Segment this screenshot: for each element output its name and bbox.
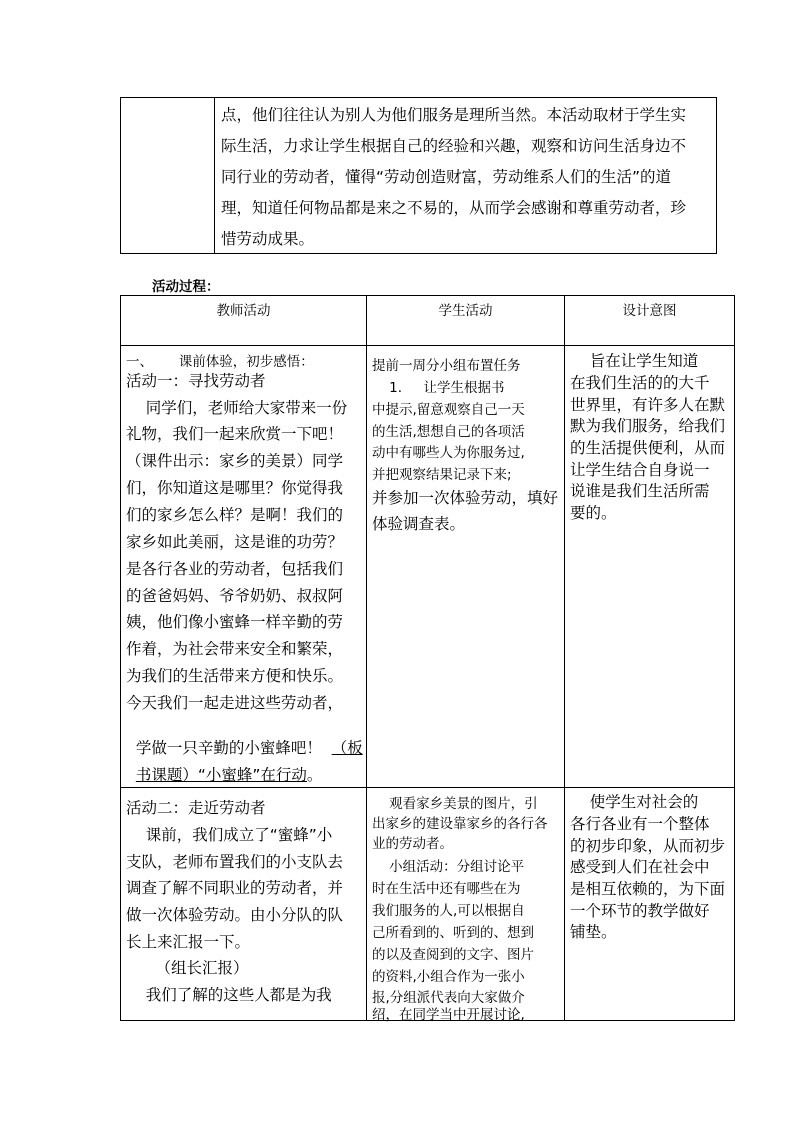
- row1-intent-line: 的生活提供便利，从而: [570, 439, 726, 457]
- row1-intent-line: 让学生结合自身说一: [570, 461, 710, 479]
- row2-intent-line: 铺垫。: [570, 923, 617, 941]
- row1-teacher-line: 们，你知道这是哪里？你觉得我: [126, 479, 344, 497]
- header-design-intent: 设计意图: [622, 303, 677, 319]
- row1-intent-line: 在我们生活的的大千: [570, 374, 710, 392]
- header-teacher-activity: 教师活动: [216, 303, 271, 319]
- table-header-bottom: [120, 345, 735, 346]
- row2-student-line: 我们服务的人,可以根据自: [372, 903, 525, 919]
- row1-teacher-line: 的爸爸妈妈、爷爷奶奶、叔叔阿: [126, 587, 344, 605]
- top-box-line-2: 际生活，力求让学生根据自己的经验和兴趣，观察和访问生活身边不: [221, 137, 687, 155]
- row1-teacher-line: 们的家乡怎么样？是啊！我们的: [126, 506, 344, 524]
- top-box-border-left: [120, 97, 121, 254]
- row1-teacher-end: 。: [306, 766, 323, 784]
- row1-student-line: 动中有哪些人为你服务过,: [372, 445, 525, 461]
- table-border-left: [120, 295, 121, 1021]
- row1-teacher-line: 是各行各业的劳动者，包括我们: [126, 560, 344, 578]
- row2-student-line: 绍，在同学当中开展讨论,: [372, 1007, 525, 1023]
- top-box-border-right: [716, 97, 717, 254]
- row2-teacher-line: 支队，老师布置我们的小支队去: [126, 853, 344, 871]
- row1-student-line: 并参加一次体验劳动，填好: [372, 489, 559, 507]
- row2-intent-line: 感受到人们在社会中: [570, 858, 710, 876]
- row2-intent-line: 的初步印象，从而初步: [570, 837, 726, 855]
- row1-student-line: 1. 让学生根据书: [372, 380, 505, 396]
- row1-intent-line: 旨在让学生知道: [570, 352, 699, 370]
- top-box-line-5: 惜劳动成果。: [221, 230, 315, 248]
- row1-teacher-line: 家乡如此美丽，这是谁的功劳？: [126, 533, 344, 551]
- row2-teacher-line: 课前，我们成立了“蜜蜂”小: [126, 826, 333, 844]
- top-box-line-4: 理，知道任何物品都是来之不易的，从而学会感谢和尊重劳动者，珍: [221, 199, 687, 217]
- row1-teacher-text: 学做一只辛勤的小蜜蜂吧！: [135, 739, 332, 757]
- row2-student-line: 时在生活中还有哪些在为: [372, 881, 521, 897]
- row2-teacher-line: （组长汇报）: [126, 959, 249, 977]
- row2-teacher-line: 活动二：走近劳动者: [126, 799, 266, 817]
- row2-intent-line: 各行各业有一个整体: [570, 815, 710, 833]
- row2-student-line: 小组活动：分组讨论平: [372, 859, 525, 875]
- table-col-divider-2: [564, 295, 565, 1021]
- row2-student-line: 出家乡的建设靠家乡的各行各: [372, 816, 548, 832]
- row1-teacher-line: 姨，他们像小蜜蜂一样辛勤的劳: [126, 613, 344, 631]
- row1-student-line: 体验调查表。: [372, 515, 466, 533]
- row1-teacher-last-line: [126, 745, 322, 785]
- row2-intent-line: 一个环节的教学做好: [570, 902, 710, 920]
- board-title-underlined: 书课题）“小蜜蜂”在行动: [135, 766, 307, 784]
- row2-teacher-line: 长上来汇报一下。: [126, 933, 251, 951]
- row2-intent-line: 是相互依赖的，为下面: [570, 880, 726, 898]
- row2-teacher-line: 做一次体验劳动。由小分队的队: [126, 906, 344, 924]
- row1-teacher-line: 作着，为社会带来安全和繁荣，: [126, 640, 344, 658]
- top-box-line-3: 同行业的劳动者，懂得“劳动创造财富，劳动维系人们的生活”的道: [221, 168, 672, 186]
- top-box-border-bottom: [120, 253, 717, 254]
- table-row1-bottom: [120, 787, 735, 788]
- section-title: 活动过程：: [152, 279, 220, 295]
- row1-student-line: 并把观察结果记录下来;: [372, 467, 512, 483]
- row1-teacher-line: 今天我们一起走进这些劳动者，: [126, 694, 344, 712]
- row1-intent-line: 默为我们服务，给我们: [570, 417, 726, 435]
- row2-student-line: 业的劳动者。: [372, 836, 453, 852]
- row1-intent-line: 世界里，有许多人在默: [570, 396, 726, 414]
- row1-teacher-line: 为我们的生活带来方便和快乐。: [126, 667, 344, 685]
- row2-student-line: 的以及查阅到的文字、图片: [372, 947, 534, 963]
- table-col-divider-1: [366, 295, 367, 1021]
- header-student-activity: 学生活动: [438, 303, 493, 319]
- row1-teacher-line: 同学们，老师给大家带来一份: [126, 399, 348, 417]
- row1-teacher-line: 礼物，我们一起来欣赏一下吧！: [126, 425, 344, 443]
- row2-intent-line: 使学生对社会的: [570, 793, 699, 811]
- row1-teacher-line: （课件出示：家乡的美景）同学: [126, 452, 344, 470]
- row2-teacher-line: 调查了解不同职业的劳动者，并: [126, 879, 344, 897]
- row1-student-line: 的生活,想想自己的各项活: [372, 424, 525, 440]
- top-box-line-1: 点，他们往往认为别人为他们服务是理所当然。本活动取材于学生实: [221, 106, 687, 124]
- table-border-right: [734, 295, 735, 1021]
- row2-student-line: 观看家乡美景的图片，引: [372, 796, 538, 812]
- row1-teacher-line: 一、 课前体验，初步感悟：: [126, 354, 314, 370]
- row1-student-line: 提前一周分小组布置任务: [372, 358, 521, 374]
- board-title-underlined-start: （板: [331, 739, 363, 757]
- row2-student-line: 报,分组派代表向大家做介: [372, 990, 525, 1006]
- row1-student-line: 中提示,留意观察自己一天: [372, 402, 525, 418]
- row2-student-line: 己所看到的、听到的、想到: [372, 925, 534, 941]
- table-border-top: [120, 295, 735, 296]
- row2-student-line: 的资料,小组合作为一张小: [372, 969, 525, 985]
- row1-intent-line: 要的。: [570, 504, 617, 522]
- row1-teacher-line: 活动一：寻找劳动者: [126, 372, 266, 390]
- row1-intent-line: 说谁是我们生活所需: [570, 482, 710, 500]
- top-box-divider: [214, 97, 215, 254]
- row2-teacher-line: 我们了解的这些人都是为我: [126, 986, 332, 1004]
- top-box-border-top: [120, 97, 717, 98]
